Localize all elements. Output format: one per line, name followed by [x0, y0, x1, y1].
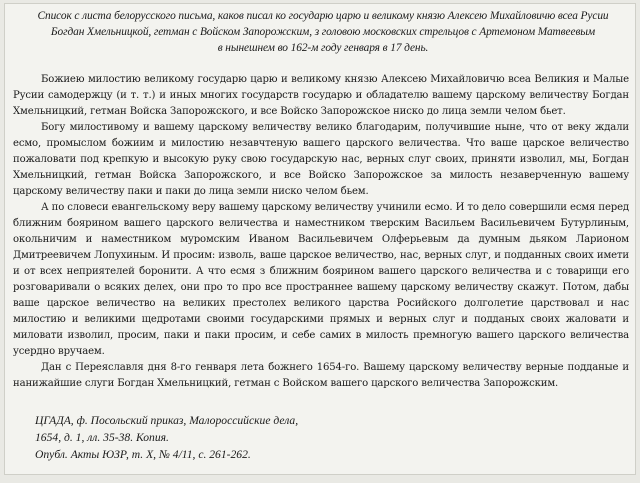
document-page: [4, 3, 636, 475]
archival-reference: [35, 412, 595, 463]
paragraph-gratitude: Богу милостивому и вашему царскому величеству велико благодарим, получившие ныне, что от веку ждали есмо, промыслом божиим и милостию незавчтеную вашего царского величества. Что ваше царское величество пожаловати под крепкую и высокую руку свою государскую нас, верных слуг своих, приняти изволил, мы, Богдан Хмельницкий, гетман Войска Запорожского, и все Войско Запорожское за милость незаверченную вашему царскому величеству паки и паки до лица земли ниско челом бьем.: [13, 122, 629, 197]
letter-body: [13, 72, 629, 392]
paragraph-salutation: Божиею милостию великому государю царю и великому князю Алексею Михайловичю всеа Великия и Малые Русии самодержцу (и т. т.) и иных многих государств государю и обладателю вашему царскому величеству Богдан Хмельницкий, гетман Войска Запорожского, и все Войско Запорожское ниско до лица земли челом бьет.: [13, 74, 629, 117]
reference-line: ЦГАДА, ф. Посольский приказ, Малороссийские дела,: [35, 414, 299, 427]
paragraph-dating: Дан с Переяславля дня 8-го генваря лета божнего 1654-го. Вашему царскому величеству верные подданые и нанижайшие слуги Богдан Хмельницкий, гетман с Войском вашего царского величества Запорожским.: [13, 362, 629, 389]
heading-line: Богдан Хмельницкой, гетман с Войском Запорожским, з головою московских стрельцов с Артемоном Матвеевым: [50, 26, 596, 38]
heading-line: Список с листа белорусского письма, каков писал ко государю царю и великому князю Алексею Михайловичю всеа Русии: [37, 10, 609, 22]
reference-line: Опубл. Акты ЮЗР, т. X, № 4/11, с. 261-262.: [35, 448, 251, 461]
heading-line: в нынешнем во 162-м году генваря в 17 день.: [217, 42, 429, 54]
document-heading: [13, 8, 633, 56]
reference-line: 1654, д. 1, лл. 35-38. Копия.: [35, 431, 169, 444]
paragraph-oath: А по словеси евангельскому веру вашему царскому величеству учинили есмо. И то дело совершили есмя перед ближним боярином вашего царского величества и наместником тверским Васильем Васильевичем Бутурлиным, окольничим и наместником муромским Иваном Васильевичем Олферьевым да думным дьяком Ларионом Дмитреевичем Лопухиным. И просим: изволь, ваше царское величество, нас, верных слуг, и подданных своих имети и от всех неприятелей боронити. А что есмя з ближним боярином вашего царского величества и с товарищи его розговаривали о всяких делех, они про то про все пространнее вашему царскому величеству скажут. Потом, дабы ваше царское величество на великих престолех великого царства Росийского долголетие царствовал и нас милостию и великими щедротами своими государскими прямых и верных слуг и подданых своих жаловати и миловати изволил, просим, паки и паки просим, и себе самих в милость премногую вашего царского величества усердно вручаем.: [13, 202, 629, 357]
